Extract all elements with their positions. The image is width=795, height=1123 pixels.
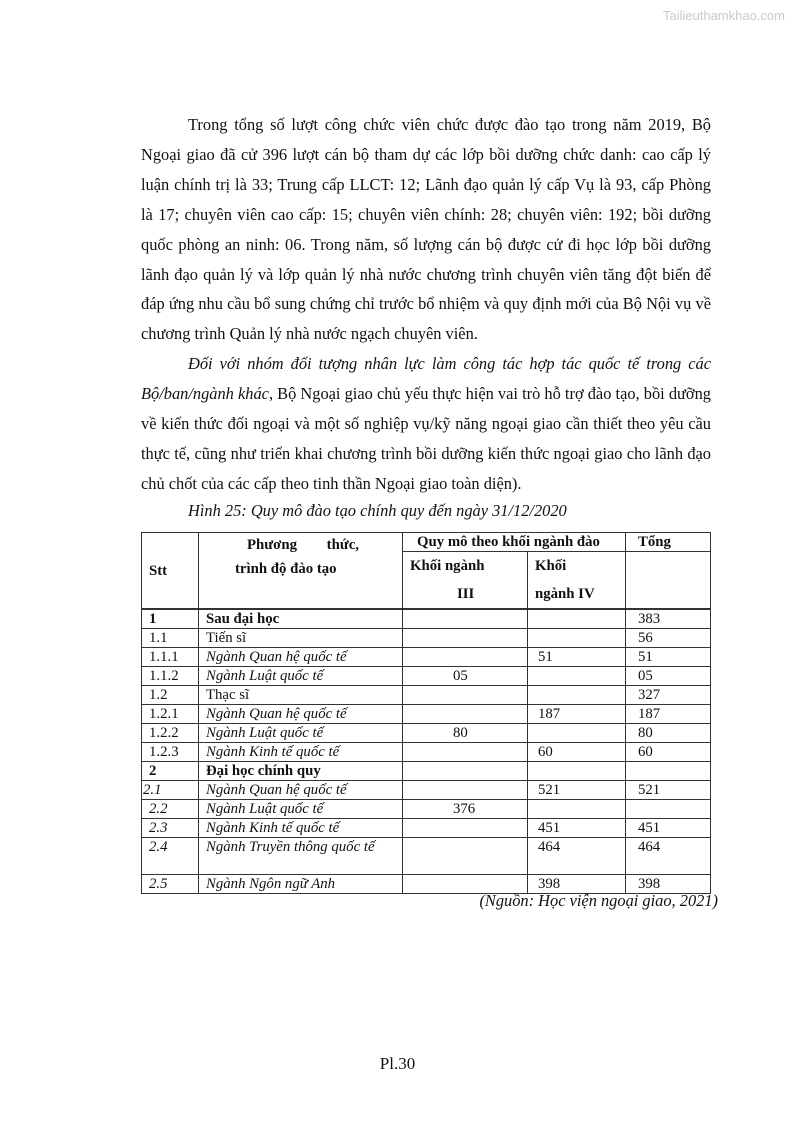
cell-total: 60	[626, 743, 711, 762]
page-number: Pl.30	[379, 1054, 416, 1073]
header-group-4-line1: Khối	[535, 558, 567, 574]
cell-k4: 464	[528, 838, 626, 875]
cell-k3	[403, 781, 528, 800]
cell-k3: 80	[403, 724, 528, 743]
header-scale: Quy mô theo khối ngành đào	[403, 533, 626, 552]
cell-name: Ngành Luật quốc tế	[199, 724, 403, 743]
header-total-empty	[626, 552, 711, 610]
cell-total: 05	[626, 667, 711, 686]
cell-total: 398	[626, 875, 711, 894]
cell-k4	[528, 609, 626, 629]
table-source-note: (Nguồn: Học viện ngoại giao, 2021)	[479, 891, 718, 910]
cell-k3	[403, 629, 528, 648]
cell-total: 521	[626, 781, 711, 800]
cell-total	[626, 762, 711, 781]
cell-k4: 60	[528, 743, 626, 762]
table-row	[142, 629, 711, 648]
paragraph-body: , Bộ Ngoại giao chủ yếu thực hiện vai trò hỗ trợ đào tạo, bồi dưỡng về kiến thức đối ngoại và một số nghiệp vụ/kỹ năng ngoại giao cần thiết theo yêu cầu thực tế, cũng như triển khai chương trình bồi dưỡng kiến thức ngoại giao cho lãnh đạo chủ chốt của các cấp theo tinh thần Ngoại giao toàn diện).	[141, 383, 711, 493]
cell-stt: 1.1	[142, 629, 199, 648]
cell-k4: 51	[528, 648, 626, 667]
cell-stt: 1.2.2	[142, 724, 199, 743]
header-group-3	[403, 552, 528, 610]
paragraph-international-cooperation	[141, 349, 711, 499]
cell-stt: 1.2.1	[142, 705, 199, 724]
table-row	[142, 724, 711, 743]
cell-k3	[403, 609, 528, 629]
header-group-3-line1: Khối ngành	[410, 558, 485, 574]
cell-stt: 1.2	[142, 686, 199, 705]
cell-total: 51	[626, 648, 711, 667]
paragraph-training-summary: Trong tổng số lượt công chức viên chức được đào tạo trong năm 2019, Bộ Ngoại giao đã cử 396 lượt cán bộ tham dự các lớp bồi dưỡng chức danh: cao cấp lý luận chính trị là 33; Trung cấp LLCT: 12; Lãnh đạo quản lý cấp Vụ là 93, cấp Phòng là 17; chuyên viên cao cấp: 15; chuyên viên chính: 28; chuyên viên: 192; bồi dưỡng quốc phòng an ninh: 06. Trong năm, số lượng cán bộ được cử đi học lớp bồi dưỡng lãnh đạo quản lý và lớp quản lý nhà nước chương trình chuyên viên tăng đột biến để đáp ứng nhu cầu bổ sung chứng chỉ trước bổ nhiệm và quy định mới của Bộ Nội vụ về chương trình Quản lý nhà nước ngạch chuyên viên.	[141, 115, 711, 344]
cell-stt: 1.1.2	[142, 667, 199, 686]
cell-k4: 451	[528, 819, 626, 838]
table-row	[142, 838, 711, 875]
table-row	[142, 648, 711, 667]
cell-stt: 2	[142, 762, 199, 781]
header-stt: Stt	[142, 533, 199, 610]
cell-k4	[528, 800, 626, 819]
cell-total: 383	[626, 609, 711, 629]
cell-total: 451	[626, 819, 711, 838]
cell-k3	[403, 686, 528, 705]
header-group-4-line2: ngành IV	[535, 586, 595, 602]
cell-stt: 2.3	[142, 819, 199, 838]
cell-k3	[403, 819, 528, 838]
table-row	[142, 705, 711, 724]
cell-k4	[528, 686, 626, 705]
table-row	[142, 762, 711, 781]
cell-total: 56	[626, 629, 711, 648]
cell-k3	[403, 705, 528, 724]
cell-total: 80	[626, 724, 711, 743]
cell-name: Ngành Luật quốc tế	[199, 800, 403, 819]
cell-k3	[403, 743, 528, 762]
cell-stt: 1	[142, 609, 199, 629]
table-row	[142, 800, 711, 819]
cell-k4	[528, 724, 626, 743]
cell-stt: 2.2	[142, 800, 199, 819]
cell-k4	[528, 762, 626, 781]
cell-name: Ngành Quan hệ quốc tế	[199, 648, 403, 667]
cell-name: Ngành Truyền thông quốc tế	[199, 838, 403, 875]
cell-total	[626, 800, 711, 819]
table-row	[142, 819, 711, 838]
cell-name: Ngành Quan hệ quốc tế	[199, 705, 403, 724]
table-row	[142, 667, 711, 686]
cell-k3	[403, 838, 528, 875]
cell-stt: 2.4	[142, 838, 199, 875]
training-scale-table	[141, 532, 711, 894]
cell-name: Sau đại học	[199, 609, 403, 629]
table-header-row	[142, 533, 711, 552]
cell-name: Ngành Ngôn ngữ Anh	[199, 875, 403, 894]
cell-k4: 398	[528, 875, 626, 894]
cell-name: Ngành Luật quốc tế	[199, 667, 403, 686]
table-row	[142, 609, 711, 629]
cell-stt: 2.1	[142, 781, 199, 800]
cell-stt: 1.2.3	[142, 743, 199, 762]
cell-total: 187	[626, 705, 711, 724]
cell-stt: 1.1.1	[142, 648, 199, 667]
cell-k4	[528, 629, 626, 648]
cell-name: Ngành Kinh tế quốc tế	[199, 819, 403, 838]
cell-name: Ngành Quan hệ quốc tế	[199, 781, 403, 800]
cell-name: Thạc sĩ	[199, 686, 403, 705]
cell-name: Đại học chính quy	[199, 762, 403, 781]
cell-k4	[528, 667, 626, 686]
header-method-line1: Phương thức,	[247, 537, 359, 553]
table-row	[142, 686, 711, 705]
header-group-4	[528, 552, 626, 610]
header-method	[199, 533, 403, 610]
cell-k3: 05	[403, 667, 528, 686]
header-method-line2: trình độ đào tạo	[235, 561, 337, 577]
header-group-3-line2: III	[457, 586, 475, 602]
cell-k3: 376	[403, 800, 528, 819]
header-total: Tổng	[626, 533, 711, 552]
table-row	[142, 743, 711, 762]
cell-k3	[403, 762, 528, 781]
cell-total: 464	[626, 838, 711, 875]
table-row	[142, 781, 711, 800]
cell-total: 327	[626, 686, 711, 705]
watermark-text: Tailieuthamkhao.com	[662, 8, 785, 23]
figure-caption: Hình 25: Quy mô đào tạo chính quy đến ngày 31/12/2020	[188, 501, 567, 520]
cell-k4: 521	[528, 781, 626, 800]
cell-name: Tiến sĩ	[199, 629, 403, 648]
cell-name: Ngành Kinh tế quốc tế	[199, 743, 403, 762]
cell-k4: 187	[528, 705, 626, 724]
cell-k3	[403, 648, 528, 667]
paragraph-italic-lead: Đối với nhóm đối tượng nhân lực làm công tác hợp tác quốc tế trong các Bộ/ban/ngành khác	[141, 354, 711, 403]
cell-stt: 2.5	[142, 875, 199, 894]
